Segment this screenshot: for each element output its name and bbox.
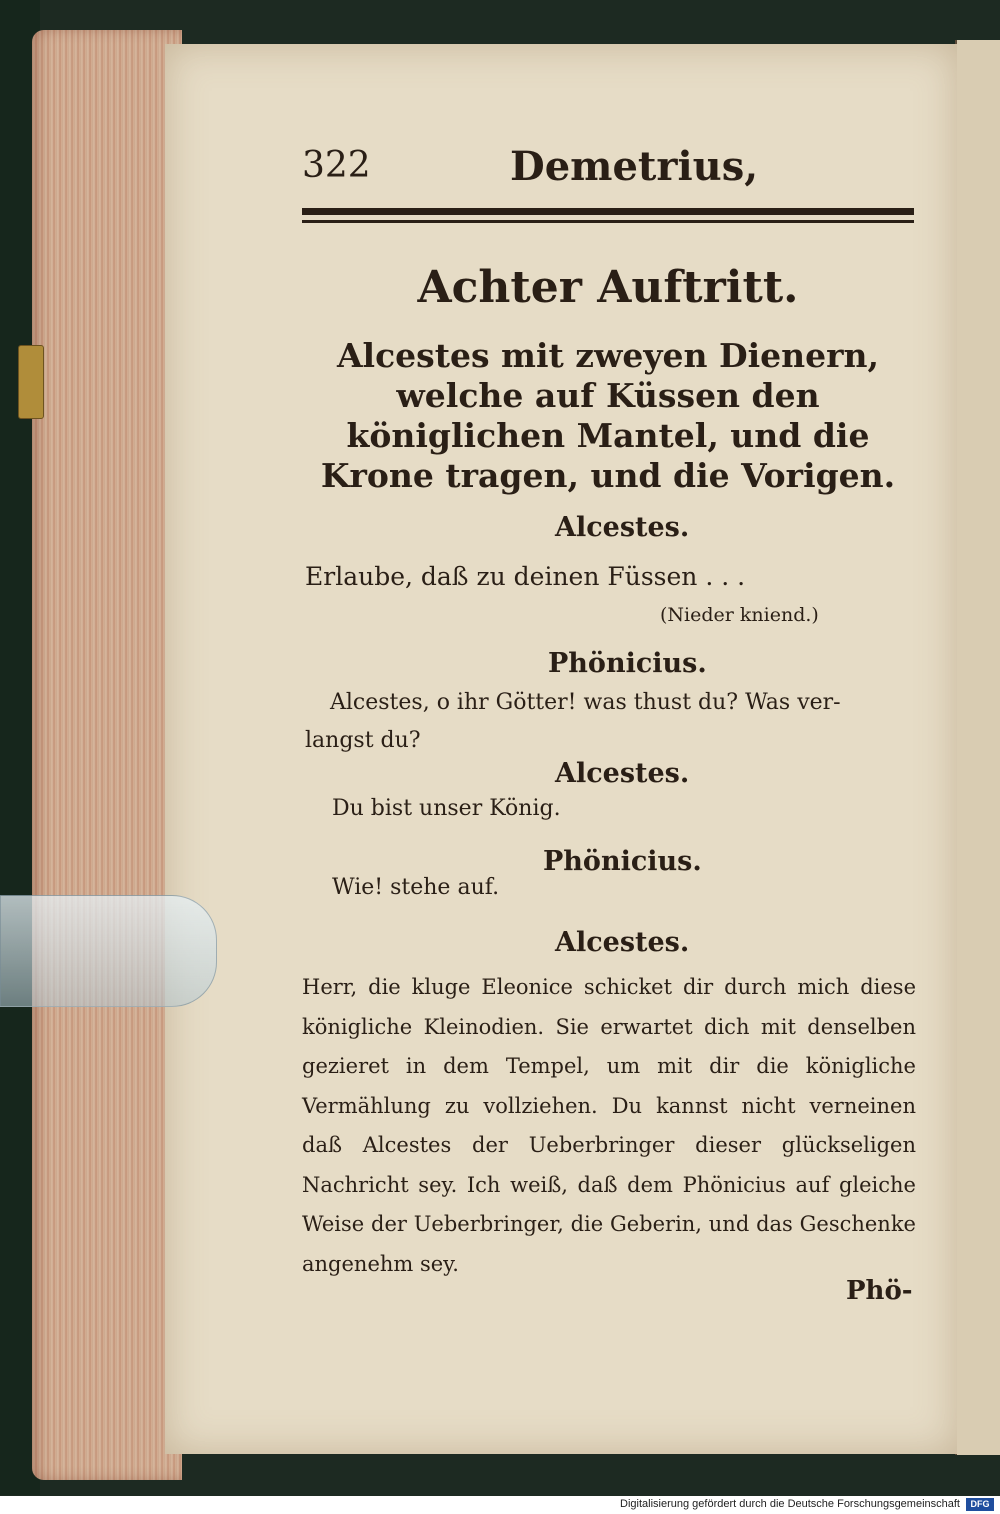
header-rule-thin <box>302 220 914 223</box>
catchword: Phö- <box>846 1276 913 1306</box>
facing-page-edge <box>955 40 1000 1455</box>
plastic-bookmark <box>0 895 217 1007</box>
dialogue-line: Alcestes, o ihr Götter! was thust du? Was ver- <box>330 690 841 715</box>
header-rule <box>302 208 914 215</box>
stage-aside: (Nieder kniend.) <box>660 604 819 626</box>
book-page-edges <box>32 30 182 1480</box>
dfg-logo-icon: DFG <box>966 1498 994 1511</box>
speaker-label: Phönicius. <box>543 846 702 877</box>
page-number: 322 <box>302 145 371 186</box>
speaker-label: Phönicius. <box>548 648 707 679</box>
speaker-label: Alcestes. <box>555 758 690 789</box>
speaker-label: Alcestes. <box>555 927 690 958</box>
scene-title: Achter Auftritt. <box>417 262 799 313</box>
dialogue-line: Erlaube, daß zu deinen Füssen . . . <box>305 562 746 591</box>
dialogue-line: Du bist unser König. <box>332 796 561 821</box>
speaker-label: Alcestes. <box>555 512 690 543</box>
speech-paragraph: Herr, die kluge Eleonice schicket dir durch mich diese königliche Kleinodien. Sie erwartet dich mit denselben gezieret in dem Tempel, um mit dir die königliche Vermählung zu vollziehen. Du kannst nicht verneinen daß Alcestes der Ueberbringer dieser glückseligen Nachricht sey. Ich weiß, daß dem Phönicius auf gleiche Weise der Ueberbringer, die Geberin, und das Geschenke angenehm sey. <box>302 975 916 1276</box>
clip-tab <box>18 345 44 419</box>
funding-credit: Digitalisierung gefördert durch die Deutsche Forschungsgemeinschaft <box>620 1498 960 1510</box>
footer-bar <box>0 1496 1000 1514</box>
stage-direction: Alcestes mit zweyen Dienern, welche auf Küssen den königlichen Mantel, und die Krone tragen, und die Vorigen. <box>320 336 896 495</box>
dialogue-line: langst du? <box>305 728 421 753</box>
dialogue-line: Wie! stehe auf. <box>332 875 500 900</box>
running-head: Demetrius, <box>510 143 759 190</box>
